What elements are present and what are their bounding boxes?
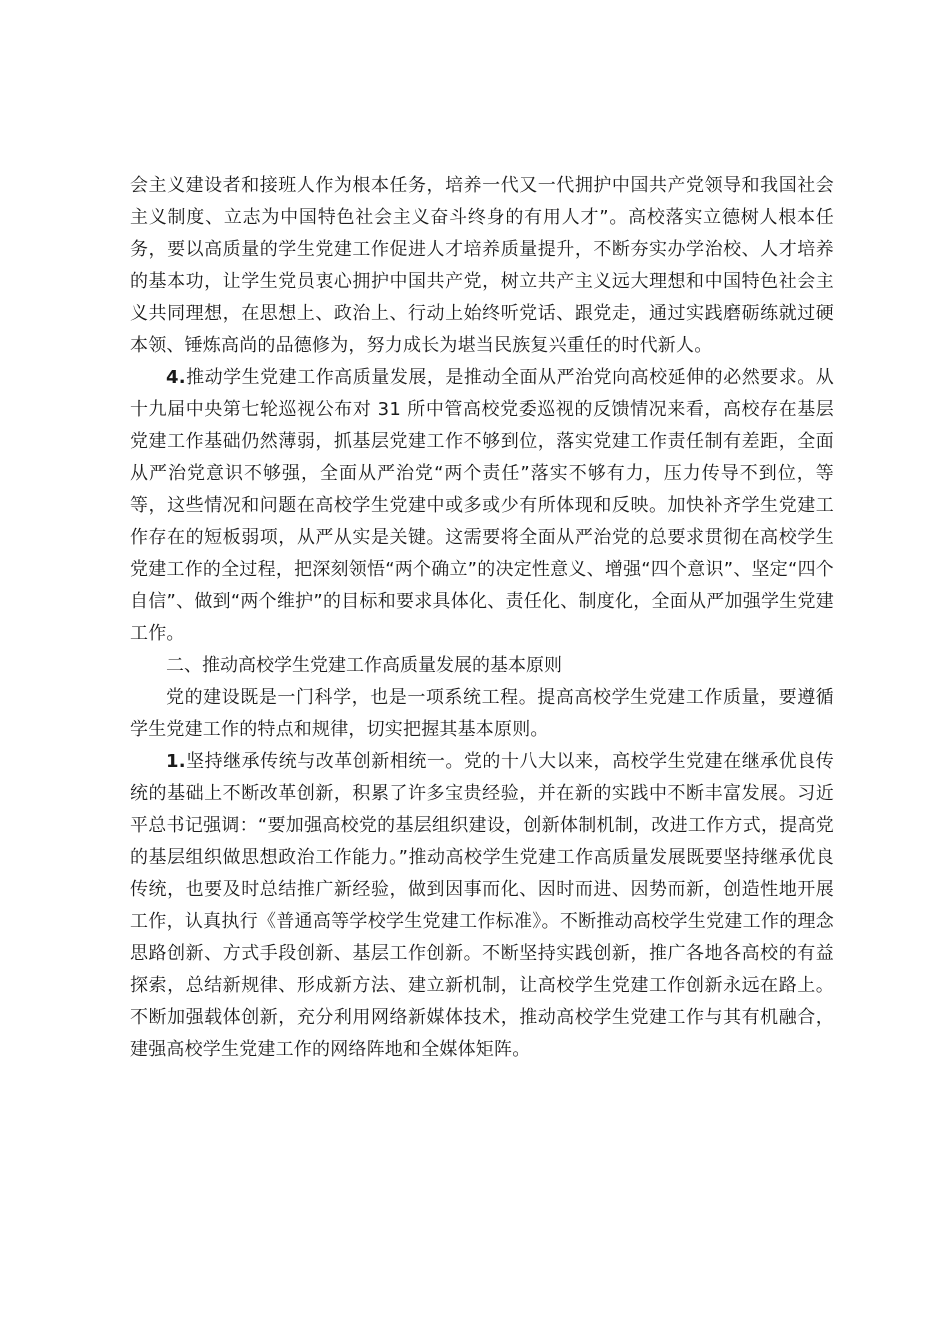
paragraph-section-intro (130, 682, 834, 746)
paragraph-text: 坚持继承传统与改革创新相统一。党的十八大以来，高校学生党建在继承优良传统的基础上不断改革创新，积累了许多宝贵经验，并在新的实践中不断丰富发展。习近平总书记强调：“要加强高校党的基层组织建设，创新体制机制，改进工作方式，提高党的基层组织做思想政治工作能力。”推动高校学生党建工作高质量发展既要坚持继承优良传统，也要及时总结推广新经验，做到因事而化、因时而进、因势而新，创造性地开展工作，认真执行《普通高等学校学生党建工作标准》。不断推动高校学生党建工作的理念思路创新、方式手段创新、基层工作创新。不断坚持实践创新，推广各地各高校的有益探索，总结新规律、形成新方法、建立新机制，让高校学生党建工作创新永远在路上。不断加强载体创新，充分利用网络新媒体技术，推动高校学生党建工作与其有机融合，建强高校学生党建工作的网络阵地和全媒体矩阵。 (130, 751, 834, 1060)
section-heading (130, 650, 834, 682)
paragraph-continuation (130, 170, 834, 362)
paragraph-point-1 (130, 746, 834, 1066)
section-heading-text: 二、推动高校学生党建工作高质量发展的基本原则 (166, 655, 562, 676)
point-number: 1. (166, 751, 186, 772)
point-number: 4. (166, 367, 186, 388)
paragraph-text: 推动学生党建工作高质量发展，是推动全面从严治党向高校延伸的必然要求。从十九届中央第七轮巡视公布对 31 所中管高校党委巡视的反馈情况来看，高校存在基层党建工作基础仍然薄弱，抓基层党建工作不够到位，落实党建工作责任制有差距，全面从严治党意识不够强，全面从严治党“两个责任”落实不够有力，压力传导不到位，等等，这些情况和问题在高校学生党建中或多或少有所体现和反映。加快补齐学生党建工作存在的短板弱项，从严从实是关键。这需要将全面从严治党的总要求贯彻在高校学生党建工作的全过程，把深刻领悟“两个确立”的决定性意义、增强“四个意识”、坚定“四个自信”、做到“两个维护”的目标和要求具体化、责任化、制度化，全面从严加强学生党建工作。 (130, 367, 834, 644)
paragraph-text: 会主义建设者和接班人作为根本任务，培养一代又一代拥护中国共产党领导和我国社会主义制度、立志为中国特色社会主义奋斗终身的有用人才”。高校落实立德树人根本任务，要以高质量的学生党建工作促进人才培养质量提升，不断夯实办学治校、人才培养的基本功，让学生党员衷心拥护中国共产党，树立共产主义远大理想和中国特色社会主义共同理想，在思想上、政治上、行动上始终听党话、跟党走，通过实践磨砺练就过硬本领、锤炼高尚的品德修为，努力成长为堪当民族复兴重任的时代新人。 (130, 175, 834, 356)
paragraph-text: 党的建设既是一门科学，也是一项系统工程。提高高校学生党建工作质量，要遵循学生党建工作的特点和规律，切实把握其基本原则。 (130, 687, 834, 740)
document-body (130, 170, 834, 1066)
paragraph-point-4 (130, 362, 834, 650)
